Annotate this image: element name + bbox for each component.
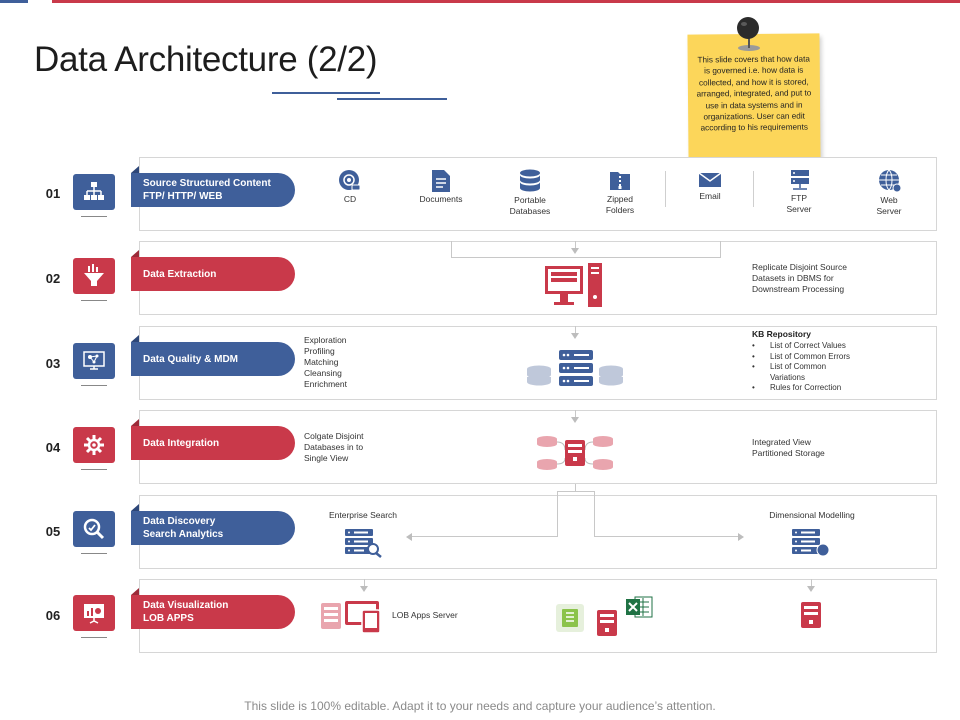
arrow-right-icon bbox=[738, 533, 744, 541]
step-number: 05 bbox=[45, 524, 61, 539]
hierarchy-icon bbox=[73, 174, 115, 210]
step-number: 04 bbox=[45, 440, 61, 455]
step-number: 03 bbox=[45, 356, 61, 371]
title-underline-2 bbox=[337, 98, 447, 100]
zip-folder-icon bbox=[609, 169, 631, 191]
integration-icon bbox=[535, 432, 615, 476]
excel-icon bbox=[625, 596, 653, 618]
row2-description: Replicate Disjoint Source Datasets in DBMS for Downstream Processing bbox=[752, 262, 847, 294]
row4-right-text: Integrated View Partitioned Storage bbox=[752, 437, 825, 458]
arrow-down-icon bbox=[571, 417, 579, 423]
source-label: Email bbox=[699, 191, 721, 201]
arrow-left-icon bbox=[406, 533, 412, 541]
connector bbox=[451, 241, 452, 258]
server-stack-icon bbox=[526, 349, 624, 389]
pushpin-icon bbox=[732, 14, 766, 54]
source-label: Zipped Folders bbox=[605, 194, 635, 215]
connector bbox=[557, 491, 595, 492]
connector bbox=[594, 536, 739, 537]
arrow-down-icon bbox=[571, 333, 579, 339]
devices-icon bbox=[320, 600, 384, 634]
pill-fold bbox=[131, 504, 139, 511]
step-label-pill bbox=[131, 595, 295, 629]
presentation-icon bbox=[73, 595, 115, 631]
arrow-down-icon bbox=[807, 586, 815, 592]
divider bbox=[753, 171, 754, 207]
enterprise-search-label: Enterprise Search bbox=[328, 510, 398, 520]
step-label: Data Visualization LOB APPS bbox=[143, 600, 229, 624]
web-server-icon bbox=[878, 169, 902, 193]
step-label-pill bbox=[131, 342, 295, 376]
email-icon bbox=[698, 172, 722, 188]
connector bbox=[594, 491, 595, 537]
step-number: 02 bbox=[45, 271, 61, 286]
page-title: Data Architecture (2/2) bbox=[34, 40, 378, 79]
server-icon bbox=[596, 609, 618, 637]
lob-apps-server-label: LOB Apps Server bbox=[392, 610, 458, 620]
source-label: Portable Databases bbox=[509, 195, 551, 216]
step-label-pill bbox=[131, 173, 295, 207]
arrow-down-icon bbox=[360, 586, 368, 592]
connector bbox=[720, 241, 721, 258]
search-server-icon bbox=[344, 528, 384, 558]
pill-fold bbox=[131, 335, 139, 342]
gear-icon bbox=[73, 427, 115, 463]
step-label-pill bbox=[131, 426, 295, 460]
pill-fold bbox=[131, 166, 139, 173]
dimensional-modelling-label: Dimensional Modelling bbox=[769, 510, 855, 520]
kb-repository-title: KB Repository bbox=[752, 329, 812, 339]
pill-fold bbox=[131, 588, 139, 595]
kb-repository-list bbox=[752, 341, 902, 394]
step-label: Data Quality & MDM bbox=[143, 353, 239, 365]
document-icon bbox=[431, 169, 451, 193]
pill-fold bbox=[131, 250, 139, 257]
cd-icon bbox=[338, 169, 362, 193]
arrow-down-icon bbox=[571, 248, 579, 254]
footer-note: This slide is 100% editable. Adapt it to your needs and capture your audience’s attention. bbox=[244, 699, 716, 713]
list-item: • List of Common Variations bbox=[752, 362, 902, 383]
top-accent-bar bbox=[52, 0, 960, 3]
list-item: • Rules for Correction bbox=[752, 383, 902, 394]
server-icon bbox=[800, 601, 822, 629]
spreadsheet-icon bbox=[555, 603, 585, 633]
step-number: 01 bbox=[45, 186, 61, 201]
list-item: • List of Common Errors bbox=[752, 352, 902, 363]
row4-left-text: Colgate Disjoint Databases in to Single View bbox=[304, 431, 364, 463]
source-label: Documents bbox=[419, 194, 463, 204]
source-label: Web Server bbox=[876, 195, 902, 216]
source-label: CD bbox=[343, 194, 357, 204]
step-label-pill bbox=[131, 511, 295, 545]
computer-icon bbox=[544, 262, 604, 308]
step-label: Data Extraction bbox=[143, 268, 217, 280]
step-label: Data Discovery Search Analytics bbox=[143, 516, 224, 540]
top-accent-bar-left bbox=[0, 0, 28, 3]
funnel-icon bbox=[73, 258, 115, 294]
divider bbox=[665, 171, 666, 207]
sticky-note-text: This slide covers that how data is governed i.e. how data is collected, and how it is stored, arranged, integrated, and put to use in data systems and in organizations. User can edit according to his requirements bbox=[696, 54, 812, 133]
ftp-server-icon bbox=[789, 169, 811, 191]
row3-steps: Exploration Profiling Matching Cleansing Enrichment bbox=[304, 335, 347, 389]
pill-fold bbox=[131, 419, 139, 426]
magnifier-icon bbox=[73, 511, 115, 547]
network-monitor-icon bbox=[73, 343, 115, 379]
connector bbox=[451, 257, 721, 258]
list-item: • List of Correct Values bbox=[752, 341, 902, 352]
step-number: 06 bbox=[45, 608, 61, 623]
step-label-pill bbox=[131, 257, 295, 291]
step-label: Data Integration bbox=[143, 437, 220, 449]
database-icon bbox=[519, 169, 541, 193]
source-label: FTP Server bbox=[786, 193, 812, 214]
connector bbox=[412, 536, 558, 537]
title-underline bbox=[272, 92, 380, 94]
database-server-icon bbox=[791, 528, 831, 558]
step-label: Source Structured Content FTP/ HTTP/ WEB bbox=[143, 178, 271, 202]
connector bbox=[557, 491, 558, 537]
